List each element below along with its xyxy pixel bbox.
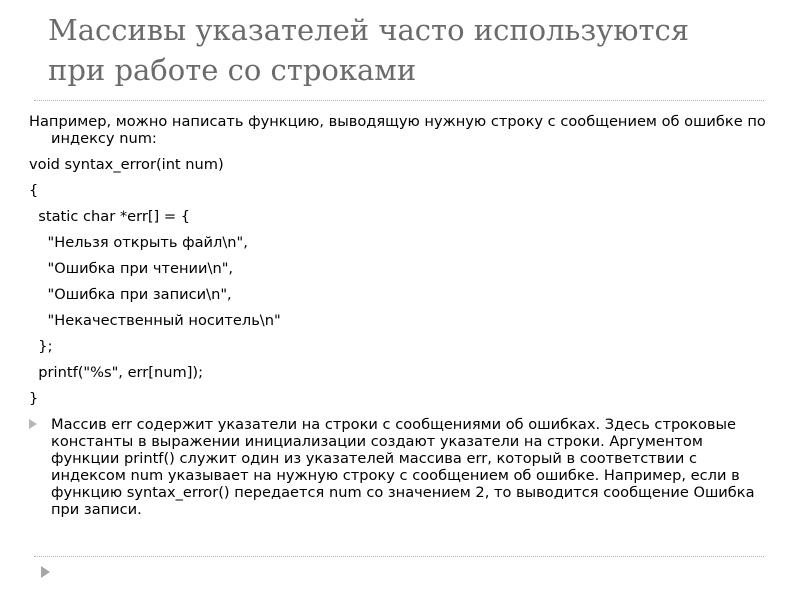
code-line-string-3: "Ошибка при записи\n",	[29, 286, 232, 303]
code-line-close-brace: }	[29, 390, 39, 407]
slide-title-line-1: Массивы указателей часто используются	[48, 13, 690, 47]
code-line-string-4: "Некачественный носитель\n"	[29, 312, 281, 329]
title-divider	[34, 100, 764, 101]
footer-divider	[34, 556, 764, 557]
slide-title-line-2: при работе со строками	[48, 53, 417, 87]
slide-title	[48, 10, 768, 90]
code-line-string-1: "Нельзя открыть файл\n",	[29, 234, 248, 251]
bullet-paragraph	[29, 416, 769, 518]
code-line-array-close: };	[29, 338, 53, 355]
triangle-bullet-icon	[29, 419, 37, 429]
code-line-array-declaration: static char *err[] = {	[29, 208, 191, 225]
next-slide-arrow-icon[interactable]	[41, 566, 50, 578]
slide-body	[29, 113, 769, 518]
code-line-open-brace: {	[29, 182, 39, 199]
intro-paragraph: Например, можно написать функцию, выводящую нужную строку с сообщением об ошибке по индексу num:	[29, 113, 766, 147]
code-line-string-2: "Ошибка при чтении\n",	[29, 260, 234, 277]
bullet-paragraph-text: Массив err содержит указатели на строки с сообщениями об ошибках. Здесь строковые константы в выражении инициализации создают указатели на строки. Аргументом функции printf() служит один из указателей массива err, который в соответствии с индексом num указывает на нужную строку с сообщением об ошибке. Например, если в функцию syntax_error() передается num со значением 2, то выводится сообщение Ошибка при записи.	[51, 416, 755, 518]
code-line-printf: printf("%s", err[num]);	[29, 364, 204, 381]
code-line-function-signature: void syntax_error(int num)	[29, 156, 224, 173]
